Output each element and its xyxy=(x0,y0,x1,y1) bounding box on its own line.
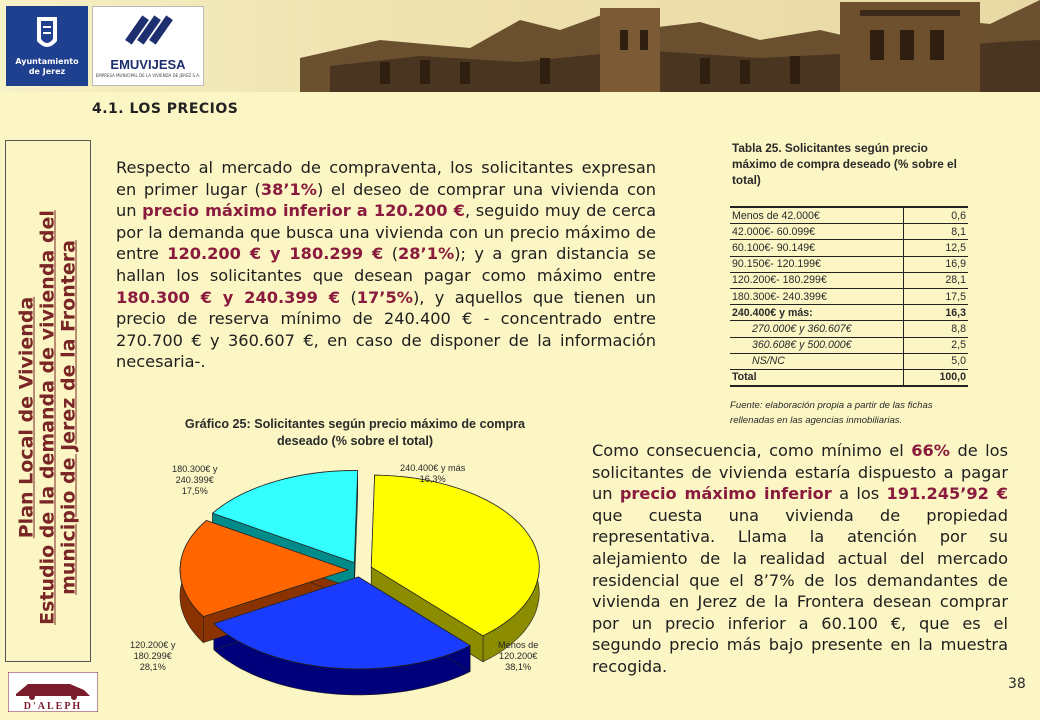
pie-label-line: 120.200€ y xyxy=(130,640,176,650)
table-row xyxy=(730,337,968,353)
pie-label-line: 38,1% xyxy=(505,662,532,672)
highlight-text: precio máximo inferior a 120.200 € xyxy=(142,201,465,221)
table-cell-value: 2,5 xyxy=(904,337,969,353)
table-row xyxy=(730,240,968,256)
table-cell-label: Total xyxy=(730,369,904,386)
sidebar-line3: municipio de Jerez de la Frontera xyxy=(57,240,80,595)
pie-label-line: 180.299€ xyxy=(133,651,172,661)
table-row xyxy=(730,305,968,321)
body-text: a los xyxy=(831,484,887,504)
table-cell-value: 8,1 xyxy=(904,224,969,240)
body-text: Respecto al mercado de compraventa, los solicitantes expresan en primer lugar ( xyxy=(116,158,656,199)
table-row xyxy=(730,321,968,337)
table-cell-label: 270.000€ y 360.607€ xyxy=(730,321,904,337)
section-title: 4.1. LOS PRECIOS xyxy=(92,101,239,117)
highlight-text: 28’1% xyxy=(398,244,455,264)
highlight-text: precio máximo inferior xyxy=(619,484,832,504)
body-text: ) el deseo de comprar una vivienda con un xyxy=(116,179,657,221)
table-cell-label: 60.100€- 90.149€ xyxy=(730,240,904,256)
daleph-brand: D'ALEPH xyxy=(23,701,83,712)
table-cell-value: 8,8 xyxy=(904,321,969,337)
emuvijesa-subtitle: EMPRESA MUNICIPAL DE LA VIVIENDA DE JEREZ S.A. xyxy=(95,73,201,78)
highlight-text: 180.300 € y 240.399 € xyxy=(116,287,341,307)
table-title: Tabla 25. Solicitantes según precio máximo de compra deseado (% sobre el total) xyxy=(732,141,957,187)
emuvijesa-logo xyxy=(92,6,204,86)
pie-label-menos-120200 xyxy=(498,640,538,673)
table-cell-label: 180.300€- 240.399€ xyxy=(730,288,904,304)
table-cell-label: 42.000€- 60.099€ xyxy=(730,224,904,240)
pie-label-120200-180299 xyxy=(130,640,175,673)
table-row xyxy=(730,353,968,369)
pie-label-line: Menos de xyxy=(498,640,539,650)
body-text: ); y a gran distancia se hallan los solicitantes que desean pagar como máximo entre xyxy=(116,244,656,285)
table-cell-label: 240.400€ y más: xyxy=(730,305,904,321)
emuvijesa-name: EMUVIJESA xyxy=(110,57,186,72)
sidebar-frame xyxy=(5,140,91,662)
highlight-text: 120.200 € y 180.299 € xyxy=(167,244,384,264)
table-cell-value: 0,6 xyxy=(904,207,969,224)
table-row xyxy=(730,272,968,288)
table-cell-value: 5,0 xyxy=(904,353,969,369)
price-table-block xyxy=(730,140,968,428)
highlight-text: 191.245’92 € xyxy=(886,484,1008,504)
highlight-text: 38’1% xyxy=(260,179,317,199)
table-cell-value: 100,0 xyxy=(904,369,969,386)
pie-label-180300-240399 xyxy=(172,464,217,497)
pie-label-line: 240.399€ xyxy=(175,475,214,485)
pie-label-line: 240.400€ y más xyxy=(400,463,466,473)
logo1-line2: de Jerez xyxy=(28,67,66,76)
table-row xyxy=(730,256,968,272)
paragraph-market xyxy=(116,157,656,373)
table-row xyxy=(730,224,968,240)
body-text: ), y aquellos que tienen un precio de reserva mínimo de 240.400 € - concentrado entre 270.700 € y 360.607 €, en caso de disponer de la información necesaria-. xyxy=(116,287,656,372)
body-text: que cuesta una vivienda de propiedad representativa. Llama la atención por su alejamiento de la realidad actual del mercado residencial que el 8’7% de los demandantes de vivienda en Jerez de la Frontera desean comprar por un precio inferior a 60.100 €, que es el segundo precio más bajo presente en la muestra recogida. xyxy=(592,505,1008,676)
table-row xyxy=(730,369,968,386)
table-cell-value: 28,1 xyxy=(904,272,969,288)
price-table xyxy=(730,206,968,387)
body-text: ( xyxy=(340,287,357,307)
table-cell-value: 12,5 xyxy=(904,240,969,256)
table-cell-value: 16,9 xyxy=(904,256,969,272)
table-cell-label: 90.150€- 120.199€ xyxy=(730,256,904,272)
pie-label-line: 28,1% xyxy=(139,662,166,672)
table-cell-value: 16,3 xyxy=(904,305,969,321)
sidebar-line2: Estudio de la demanda de vivienda del xyxy=(36,210,59,625)
highlight-text: 66% xyxy=(911,441,950,460)
table-cell-label: 360.608€ y 500.000€ xyxy=(730,337,904,353)
logo1-line1: Ayuntamiento xyxy=(15,57,79,66)
sidebar-vertical-title xyxy=(17,158,80,678)
ayuntamiento-logo xyxy=(6,6,88,86)
sidebar-line1: Plan Local de Vivienda xyxy=(15,296,38,539)
table-cell-label: 120.200€- 180.299€ xyxy=(730,272,904,288)
pie-label-240400-mas xyxy=(400,463,465,485)
highlight-text: 17’5% xyxy=(356,287,413,307)
table-cell-value: 17,5 xyxy=(904,288,969,304)
table-cell-label: NS/NC xyxy=(730,353,904,369)
paragraph-consequence xyxy=(592,440,1008,678)
header-banner xyxy=(0,0,1040,92)
body-text: de los solicitantes de vivienda estaría dispuesto a pagar un xyxy=(592,441,1008,504)
pie-label-line: 180.300€ y xyxy=(172,464,218,474)
pie-label-line: 16,3% xyxy=(419,474,446,484)
daleph-logo xyxy=(8,672,98,712)
emuvijesa-mark-icon xyxy=(93,7,203,57)
body-text: ( xyxy=(383,244,399,264)
pie-label-line: 17,5% xyxy=(181,486,208,496)
table-cell-label: Menos de 42.000€ xyxy=(730,207,904,224)
body-text: , seguido muy de cerca por la demanda que busca una vivienda con un precio máximo de entre xyxy=(116,201,656,264)
pie-label-line: 120.200€ xyxy=(499,651,538,661)
body-text: Como consecuencia, como mínimo el xyxy=(592,441,912,460)
table-row xyxy=(730,288,968,304)
page-number: 38 xyxy=(1008,676,1026,692)
chart-title: Gráfico 25: Solicitantes según precio máximo de compra deseado (% sobre el total) xyxy=(184,417,526,448)
table-row xyxy=(730,207,968,224)
table-source-note: Fuente: elaboración propia a partir de las fichas rellenadas en las agencias inmobiliarias. xyxy=(730,400,933,427)
daleph-car-icon xyxy=(8,672,98,712)
